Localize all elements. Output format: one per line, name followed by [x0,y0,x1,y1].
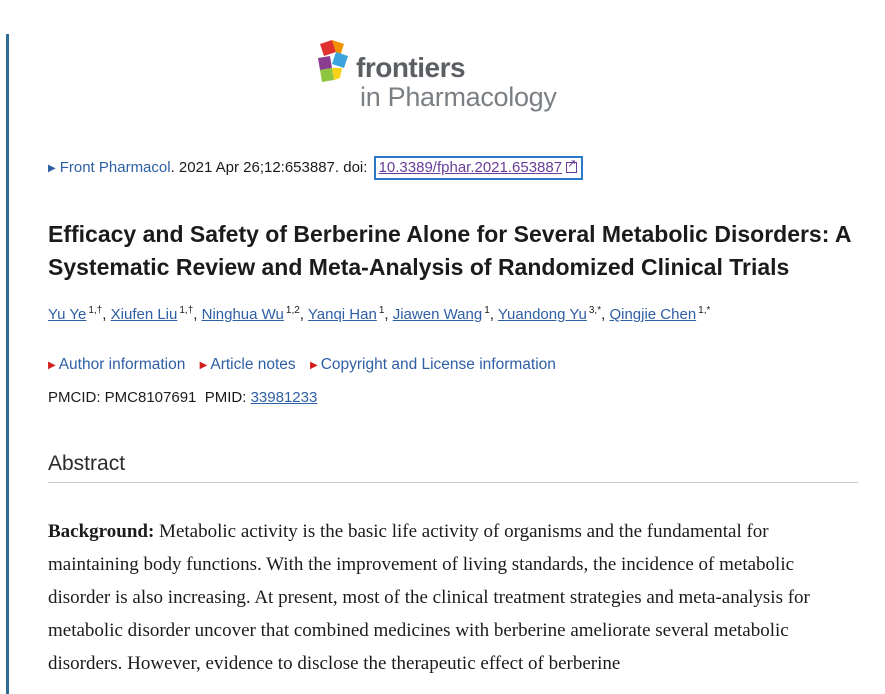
author-link[interactable]: Qingjie Chen [609,306,697,323]
author-link[interactable]: Yanqi Han [307,306,377,323]
article-title: Efficacy and Safety of Berberine Alone for Several Metabolic Disorders: A Systematic Review and Meta-Analysis of Randomized Clinical Trials [48,221,851,280]
journal-logo[interactable] [314,38,614,118]
author-link[interactable]: Ninghua Wu [201,306,284,323]
abstract-paragraph [48,515,860,680]
citation-line [48,156,583,180]
doi-focus-box[interactable] [374,156,584,180]
author-list [48,305,710,323]
author-item[interactable]: Yu Ye $^{1,\dagger}$, [48,305,111,323]
author-item[interactable]: Yanqi Han $^1$, [307,305,393,323]
left-accent-rule [6,34,9,694]
expand-triangle-icon: ▶ [309,360,318,371]
pmid-link[interactable]: 33981233 [250,389,318,406]
article-info-links [48,356,566,374]
pmid-label: PMID: [204,389,251,406]
author-item[interactable]: Xiufen Liu $^{1,\dagger}$, [110,305,202,323]
frontiers-cube-icon [314,38,354,86]
author-affiliation: 1 [378,305,385,316]
expand-triangle-icon[interactable]: ▶ [48,163,56,174]
author-affiliation: 1,† [88,305,103,316]
logo-wordmark-frontiers: frontiers [356,52,466,83]
author-item[interactable] [609,306,710,323]
doi-link[interactable]: 10.3389/fphar.2021.653887 [378,159,563,176]
abstract-heading: Abstract [48,452,126,475]
author-affiliation: 3,* [588,305,602,316]
author-affiliation: 1,* [698,305,711,316]
expand-triangle-icon: ▶ [48,360,56,371]
external-link-icon [566,162,577,173]
journal-link[interactable]: Front Pharmacol [59,159,171,176]
author-affiliation: 1 [484,305,490,316]
copyright-license-toggle[interactable]: ▶ Copyright and License information [309,356,556,373]
author-item[interactable]: Jiawen Wang $^1$, [392,305,498,323]
author-affiliation: 1,2 [285,305,300,316]
article-identifiers [48,389,317,406]
author-affiliation: 1,† [179,305,194,316]
author-link[interactable]: Xiufen Liu [110,306,178,323]
author-item[interactable]: Yuandong Yu $^{3,*}$, [497,305,610,323]
pmcid-text: PMCID: PMC8107691 [48,389,197,406]
author-link[interactable]: Yu Ye [48,306,87,323]
background-label: Background: [48,521,155,542]
article-notes-toggle[interactable]: ▶ Article notes [199,356,296,373]
logo-wordmark-journal: in Pharmacology [360,82,557,112]
background-text: Metabolic activity is the basic life activity of organisms and the fundamental for maintaining body functions. With the improvement of living standards, the incidence of metabolic disorder is also increasing. At present, most of the clinical treatment strategies and meta-analysis for metabolic disorder uncover that combined medicines with berberine ameliorate several metabolic disorders. However, evidence to disclose the therapeutic effect of berberine [48,521,810,674]
citation-details: . 2021 Apr 26;12:653887. doi: [170,159,372,176]
expand-triangle-icon: ▶ [199,360,208,371]
author-link[interactable]: Yuandong Yu [497,306,587,323]
author-item[interactable]: Ninghua Wu $^{1,2}$, [201,305,308,323]
abstract-divider [48,482,858,483]
author-information-toggle[interactable]: ▶ Author information [48,356,186,373]
author-link[interactable]: Jiawen Wang [392,306,483,323]
